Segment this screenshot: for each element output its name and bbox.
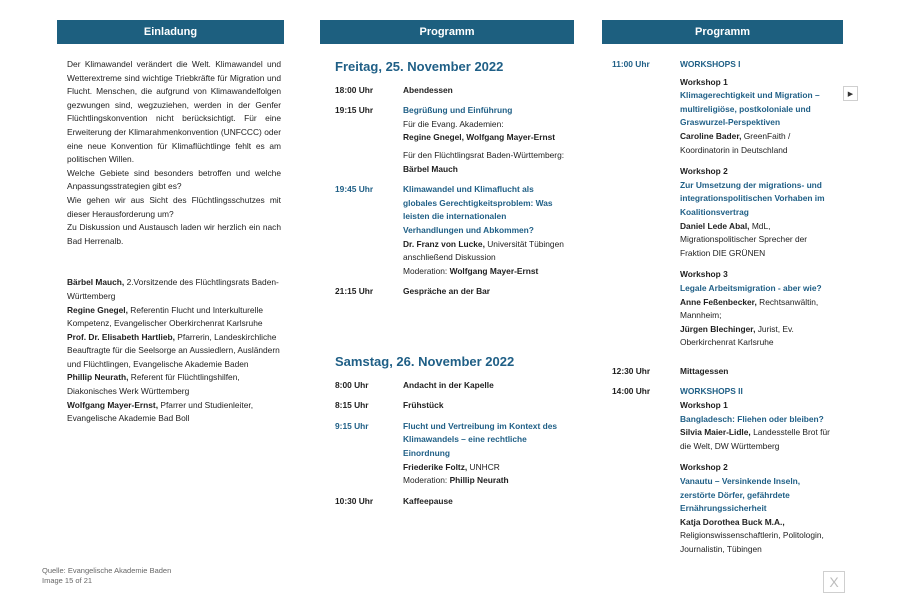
event-title: Flucht und Vertreibung im Kontext des Klimawandels – eine rechtliche Einordnung <box>403 420 558 458</box>
workshop-affiliation: GreenFaith / Koordinatorin in Deutschland <box>680 130 791 155</box>
workshop-number: Workshop 1 <box>680 76 728 87</box>
person-entry <box>67 276 281 303</box>
event-time: 8:15 Uhr <box>335 400 369 411</box>
image-counter: Image 15 of 21 <box>42 576 93 585</box>
friday-title: Freitag, 25. November 2022 <box>335 59 504 74</box>
event-title: Gespräche an der Bar <box>403 286 491 297</box>
header-invitation: Einladung <box>57 20 284 44</box>
person-entry <box>67 331 281 372</box>
workshop-title: Vanautu – Versinkende Inseln, zerstörte Dörfer, gefährdete Ernährungssicherheit <box>680 476 801 514</box>
event-speaker: Friederike Foltz, <box>403 461 468 472</box>
event-time: 14:00 Uhr <box>612 386 651 397</box>
event-speaker: Bärbel Mauch <box>403 163 458 174</box>
workshop-speaker: Anne Feßenbecker, <box>680 296 757 307</box>
event-title: Begrüßung und Einführung <box>403 105 513 116</box>
schedule-row <box>612 365 837 379</box>
header-program-2: Programm <box>602 20 843 44</box>
saturday-program <box>335 355 565 515</box>
person-name: Regine Gnegel, <box>67 304 128 315</box>
workshop-number: Workshop 1 <box>680 400 728 411</box>
moderation-label: Moderation: <box>403 265 450 276</box>
event-time: 19:45 Uhr <box>335 184 374 195</box>
moderation-label: Moderation: <box>403 475 450 486</box>
schedule-row <box>335 379 565 393</box>
workshop-number: Workshop 2 <box>680 462 728 473</box>
workshops-label: WORKSHOPS I <box>680 59 741 69</box>
next-image-button[interactable]: ▶ <box>843 86 858 101</box>
workshop-speaker: Daniel Lede Abal, <box>680 220 750 231</box>
event-title: Frühstück <box>403 400 444 411</box>
event-note: anschließend Diskussion <box>403 252 496 263</box>
person-name: Bärbel Mauch, <box>67 277 125 288</box>
workshop-speaker: Silvia Maier-Lidle, <box>680 427 751 438</box>
intro-paragraph-4: Zu Diskussion und Austausch laden wir herzlich ein nach Bad Herrenalb. <box>67 222 281 246</box>
person-role: Referent für Flüchtlingshilfen, Diakonisches Werk Württemberg <box>67 372 240 397</box>
event-note: Für den Flüchtlingsrat Baden-Württemberg: <box>403 149 565 160</box>
person-role: 2.Vorsitzende des Flüchtlingsrats Baden-Württemberg <box>67 277 279 301</box>
event-title: Klimawandel und Klimaflucht als globales Gerechtigkeitsproblem: Was leisten die internationalen Verhandlungen und Abkommen? <box>403 184 553 235</box>
event-affiliation: UNHCR <box>467 461 500 472</box>
person-name: Phillip Neurath, <box>67 372 129 383</box>
event-time: 8:00 Uhr <box>335 379 369 390</box>
workshop-item <box>680 76 837 158</box>
person-role: Pfarrer und Studienleiter, Evangelische Akademie Bad Boll <box>67 399 254 424</box>
person-name: Prof. Dr. Elisabeth Hartlieb, <box>67 331 175 342</box>
event-time: 21:15 Uhr <box>335 286 374 297</box>
event-affiliation: Universität Tübingen <box>484 238 564 249</box>
header-program-1: Programm <box>320 20 574 44</box>
moderator-name: Wolfgang Mayer-Ernst <box>449 265 539 276</box>
workshops-program <box>612 58 837 572</box>
workshop-item <box>680 399 837 453</box>
schedule-row <box>335 399 565 413</box>
workshops-label: WORKSHOPS II <box>680 386 743 397</box>
event-time: 11:00 Uhr <box>612 59 650 69</box>
workshop-affiliation: Rechtsanwältin, Mannheim; <box>680 296 819 321</box>
workshop-speaker: Jürgen Blechinger, <box>680 323 756 334</box>
invitation-column <box>67 58 281 426</box>
workshop-title: Legale Arbeitsmigration - aber wie? <box>680 282 822 293</box>
event-time: 19:15 Uhr <box>335 105 374 116</box>
workshop-affiliation: Religionswissenschaftlerin, Politologin, Journalistin, Tübingen <box>680 530 824 554</box>
workshop-affiliation: Jurist, Ev. Oberkirchenrat Karlsruhe <box>680 323 794 348</box>
event-time: 18:00 Uhr <box>335 84 374 95</box>
schedule-row <box>335 84 565 98</box>
event-speakers: Regine Gnegel, Wolfgang Mayer-Ernst <box>403 132 556 143</box>
intro-paragraph-2: Welche Gebiete sind besonders betroffen und welche Anpassungsstrategien gibt es? <box>67 167 281 192</box>
person-entry <box>67 371 281 398</box>
workshop-item <box>680 165 837 260</box>
close-button[interactable]: X <box>823 571 845 593</box>
schedule-row <box>335 183 565 278</box>
person-role: Referentin Flucht und Interkulturelle Kompetenz, Evangelischer Oberkirchenrat Karlsruhe <box>67 304 263 329</box>
intro-paragraph-1: Der Klimawandel verändert die Welt. Klimawandel und Wetterextreme sind wichtige Triebkräfte für Migration und Flucht. Menschen, die aufgrund von Klimawandelfolgen gezwungen sind, wegzuziehen, werden in der Genfer Flüchtlingskonvention nicht berücksichtigt. Für eine Erweiterung der Klimarahmenkonvention (UNFCCC) oder eine neue Konvention für Klimaflüchtlinge fehlt es am politischen Willen. <box>67 59 281 165</box>
workshop-item <box>680 268 837 350</box>
workshops-block-1 <box>612 58 837 358</box>
event-time: 9:15 Uhr <box>335 420 369 431</box>
schedule-row <box>335 285 565 299</box>
intro-paragraph-3: Wie gehen wir aus Sicht des Flüchtlingsschutzes mit dieser Herausforderung um? <box>67 194 281 219</box>
event-time: 12:30 Uhr <box>612 365 651 376</box>
workshop-speaker: Katja Dorothea Buck M.A., <box>680 516 785 527</box>
event-note: Für die Evang. Akademien: <box>403 118 504 129</box>
person-role: Pfarrerin, Landeskirchliche Beauftragte für die Seelsorge an Aussiedlern, Ausländern und Flüchtlingen, Evangelische Akademie Baden <box>67 331 280 369</box>
source-credit: Quelle: Evangelische Akademie Baden <box>42 566 172 575</box>
workshop-number: Workshop 3 <box>680 269 728 280</box>
workshop-number: Workshop 2 <box>680 166 728 177</box>
people-list <box>67 276 281 426</box>
event-title: Abendessen <box>403 84 453 95</box>
schedule-row <box>335 495 565 509</box>
event-title: Kaffeepause <box>403 495 453 506</box>
workshops-block-2 <box>612 385 837 564</box>
person-entry <box>67 399 281 426</box>
event-title: Andacht in der Kapelle <box>403 379 494 390</box>
person-name: Wolfgang Mayer-Ernst, <box>67 399 159 410</box>
event-speaker: Dr. Franz von Lucke, <box>403 238 485 249</box>
workshop-affiliation: MdL, Migrationspolitischer Sprecher der Fraktion DIE GRÜNEN <box>680 220 808 258</box>
moderator-name: Phillip Neurath <box>449 475 509 486</box>
schedule-row <box>335 104 565 176</box>
image-caption <box>42 566 171 586</box>
friday-program <box>335 60 565 306</box>
workshop-title: Bangladesch: Fliehen oder bleiben? <box>680 413 824 424</box>
workshop-speaker: Caroline Bader, <box>680 130 742 141</box>
workshop-item <box>680 461 837 556</box>
workshop-affiliation: Landesstelle Brot für die Welt, DW Württemberg <box>680 427 830 451</box>
schedule-row <box>335 420 565 488</box>
saturday-title: Samstag, 26. November 2022 <box>335 354 515 369</box>
event-time: 10:30 Uhr <box>335 495 374 506</box>
workshop-title: Klimagerechtigkeit und Migration – multireligiöse, postkoloniale und Graswurzel-Perspektiven <box>680 90 820 128</box>
workshop-title: Zur Umsetzung der migrations- und integrationspolitischen Vorhaben im Koalitionsvertrag <box>680 179 825 217</box>
person-entry <box>67 304 281 331</box>
event-title: Mittagessen <box>680 365 729 376</box>
